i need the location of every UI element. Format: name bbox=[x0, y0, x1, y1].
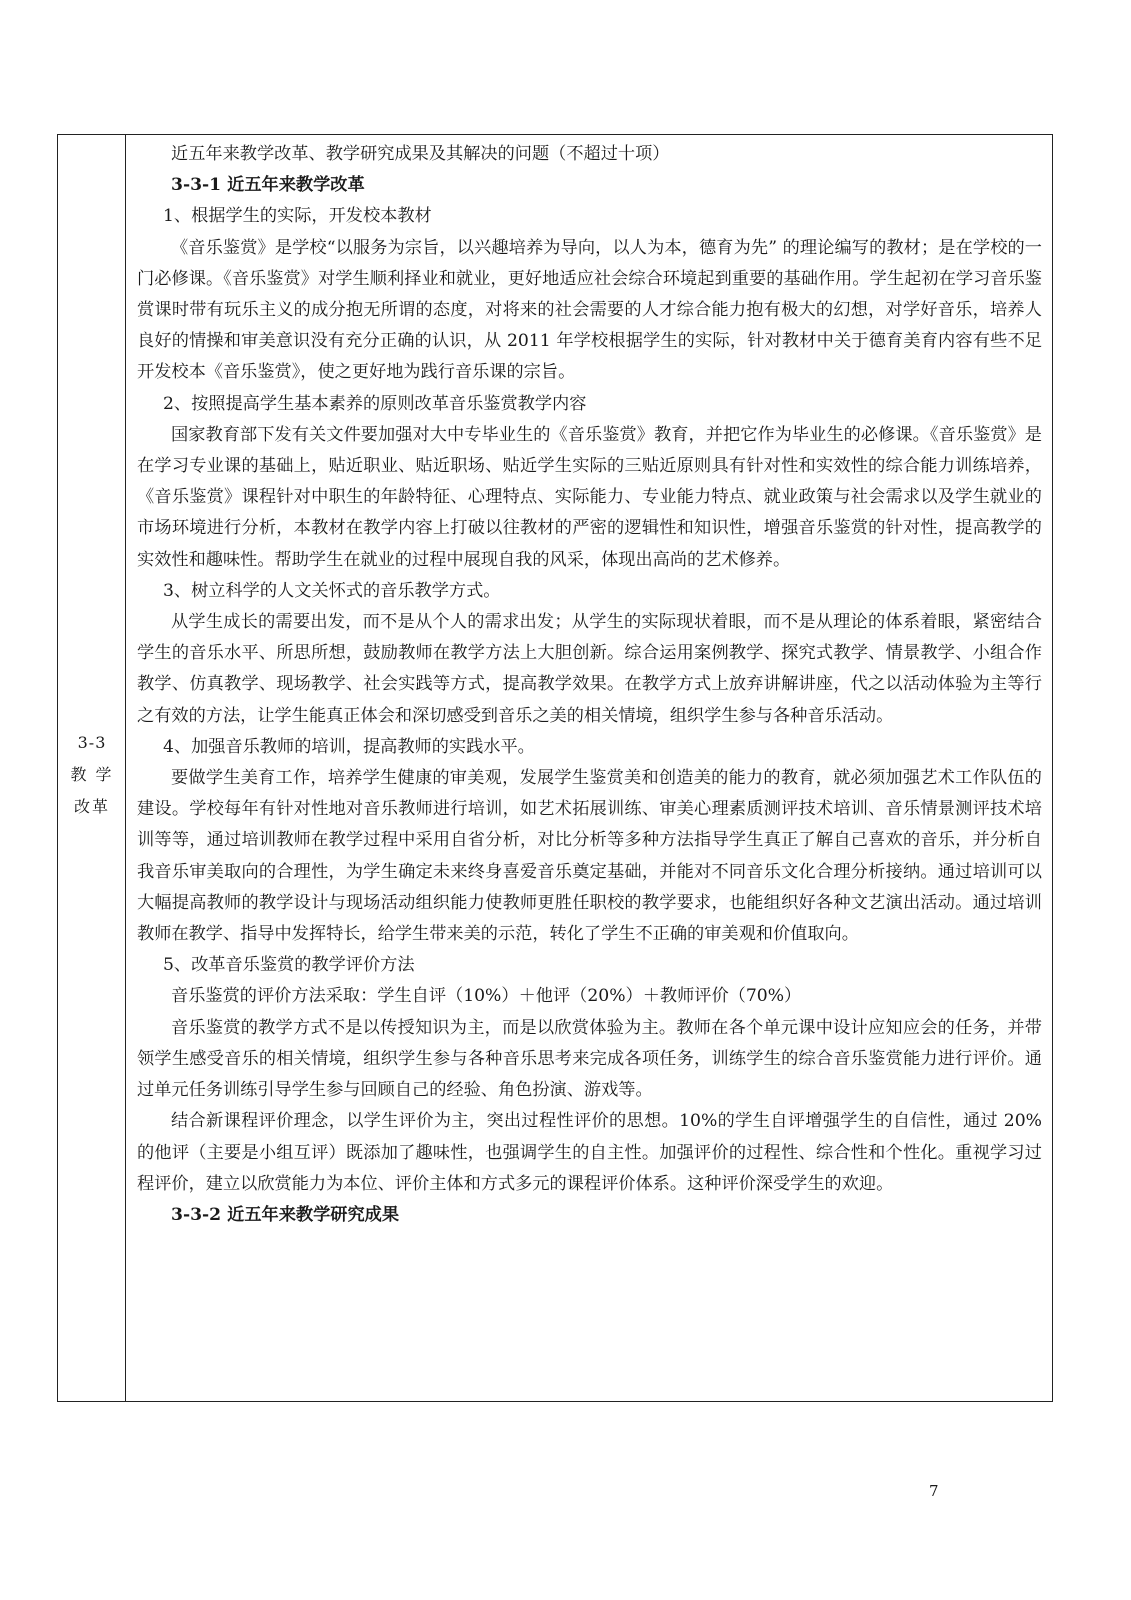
item-title: 1、根据学生的实际，开发校本教材 bbox=[163, 206, 432, 227]
section-label bbox=[58, 727, 126, 823]
reform-table bbox=[57, 134, 1053, 1402]
item-paragraph: 从学生成长的需要出发，而不是从个人的需求出发；从学生的实际现状着眼，而不是从理论的体系着眼，紧密结合学生的音乐水平、所思所想，鼓励教师在教学方法上大胆创新。综合运用案例教学、探究式教学、情景教学、小组合作教学、仿真教学、现场教学、社会实践等方式，提高教学效果。在教学方式上放弃讲解讲座，代之以活动体验为主等行之有效的方法，让学生能真正体会和深切感受到音乐之美的相关情境，组织学生参与各种音乐活动。 bbox=[137, 612, 1042, 726]
item-title: 5、改革音乐鉴赏的教学评价方法 bbox=[163, 955, 415, 976]
item-paragraph: 结合新课程评价理念，以学生评价为主，突出过程性评价的思想。10%的学生自评增强学生的自信性，通过 20%的他评（主要是小组互评）既添加了趣味性，也强调学生的自主性。加强评价的过程性、综合性和个性化。重视学习过程评价，建立以欣赏能力为本位、评价主体和方式多元的课程评价体系。这种评价深受学生的欢迎。 bbox=[137, 1111, 1042, 1194]
section-label-cell bbox=[58, 135, 126, 1401]
section-number: 3-3 bbox=[77, 733, 107, 752]
item-title: 4、加强音乐教师的培训，提高教师的实践水平。 bbox=[163, 736, 535, 757]
heading-reform: 3-3-1 近五年来教学改革 bbox=[171, 175, 365, 196]
item-paragraph: 音乐鉴赏的评价方法采取：学生自评（10%）＋他评（20%）＋教师评价（70%） bbox=[171, 986, 802, 1007]
item-paragraph: 国家教育部下发有关文件要加强对大中专毕业生的《音乐鉴赏》教育，并把它作为毕业生的必修课。《音乐鉴赏》是在学习专业课的基础上，贴近职业、贴近职场、贴近学生实际的三贴近原则具有针对性和实效性的综合能力训练培养，《音乐鉴赏》课程针对中职生的年龄特征、心理特点、实际能力、专业能力特点、就业政策与社会需求以及学生就业的市场环境进行分析，本教材在教学内容上打破以往教材的严密的逻辑性和知识性，增强音乐鉴赏的针对性，提高教学的实效性和趣味性。帮助学生在就业的过程中展现自我的风采，体现出高尚的艺术修养。 bbox=[137, 424, 1042, 570]
content-cell bbox=[126, 135, 1052, 1401]
item-title: 2、按照提高学生基本素养的原则改革音乐鉴赏教学内容 bbox=[163, 393, 587, 414]
item-paragraph: 音乐鉴赏的教学方式不是以传授知识为主，而是以欣赏体验为主。教师在各个单元课中设计应知应会的任务，并带领学生感受音乐的相关情境，组织学生参与各种音乐思考来完成各项任务，训练学生的综合音乐鉴赏能力进行评价。通过单元任务训练引导学生参与回顾自己的经验、角色扮演、游戏等。 bbox=[137, 1017, 1042, 1101]
intro-line: 近五年来教学改革、教学研究成果及其解决的问题（不超过十项） bbox=[171, 144, 670, 164]
item-paragraph: 《音乐鉴赏》是学校“以服务为宗旨，以兴趣培养为导向，以人为本，德育为先” 的理论编写的教材；是在学校的一门必修课。《音乐鉴赏》对学生顺利择业和就业，更好地适应社会综合环境起到重要的基础作用。学生起初在学习音乐鉴赏课时带有玩乐主义的成分抱无所谓的态度，对将来的社会需要的人才综合能力抱有极大的幻想，对学好音乐，培养人良好的情操和审美意识没有充分正确的认识，从 2011 年学校根据学生的实际，针对教材中关于德育美育内容有些不足开发校本《音乐鉴赏》，使之更好地为践行音乐课的宗旨。 bbox=[137, 237, 1042, 383]
heading-research: 3-3-2 近五年来教学研究成果 bbox=[171, 1204, 400, 1225]
item-paragraph: 要做学生美育工作，培养学生健康的审美观，发展学生鉴赏美和创造美的能力的教育，就必须加强艺术工作队伍的建设。学校每年有针对性地对音乐教师进行培训，如艺术拓展训练、审美心理素质测评技术培训、音乐情景测评技术培训等等，通过培训教师在教学过程中采用自省分析，对比分析等多种方法指导学生真正了解自己喜欢的音乐，并分析自我音乐审美取向的合理性，为学生确定未来终身喜爱音乐奠定基础，并能对不同音乐文化合理分析接纳。通过培训可以大幅提高教师的教学设计与现场活动组织能力使教师更胜任职校的教学要求，也能组织好各种文艺演出活动。通过培训教师在教学、指导中发挥特长，给学生带来美的示范，转化了学生不正确的审美观和价值取向。 bbox=[137, 768, 1042, 945]
item-title: 3、树立科学的人文关怀式的音乐教学方式。 bbox=[163, 580, 501, 601]
page-number: 7 bbox=[929, 1482, 939, 1500]
section-title-line-2: 改革 bbox=[73, 797, 110, 816]
section-title-line-1: 教 学 bbox=[70, 765, 114, 784]
